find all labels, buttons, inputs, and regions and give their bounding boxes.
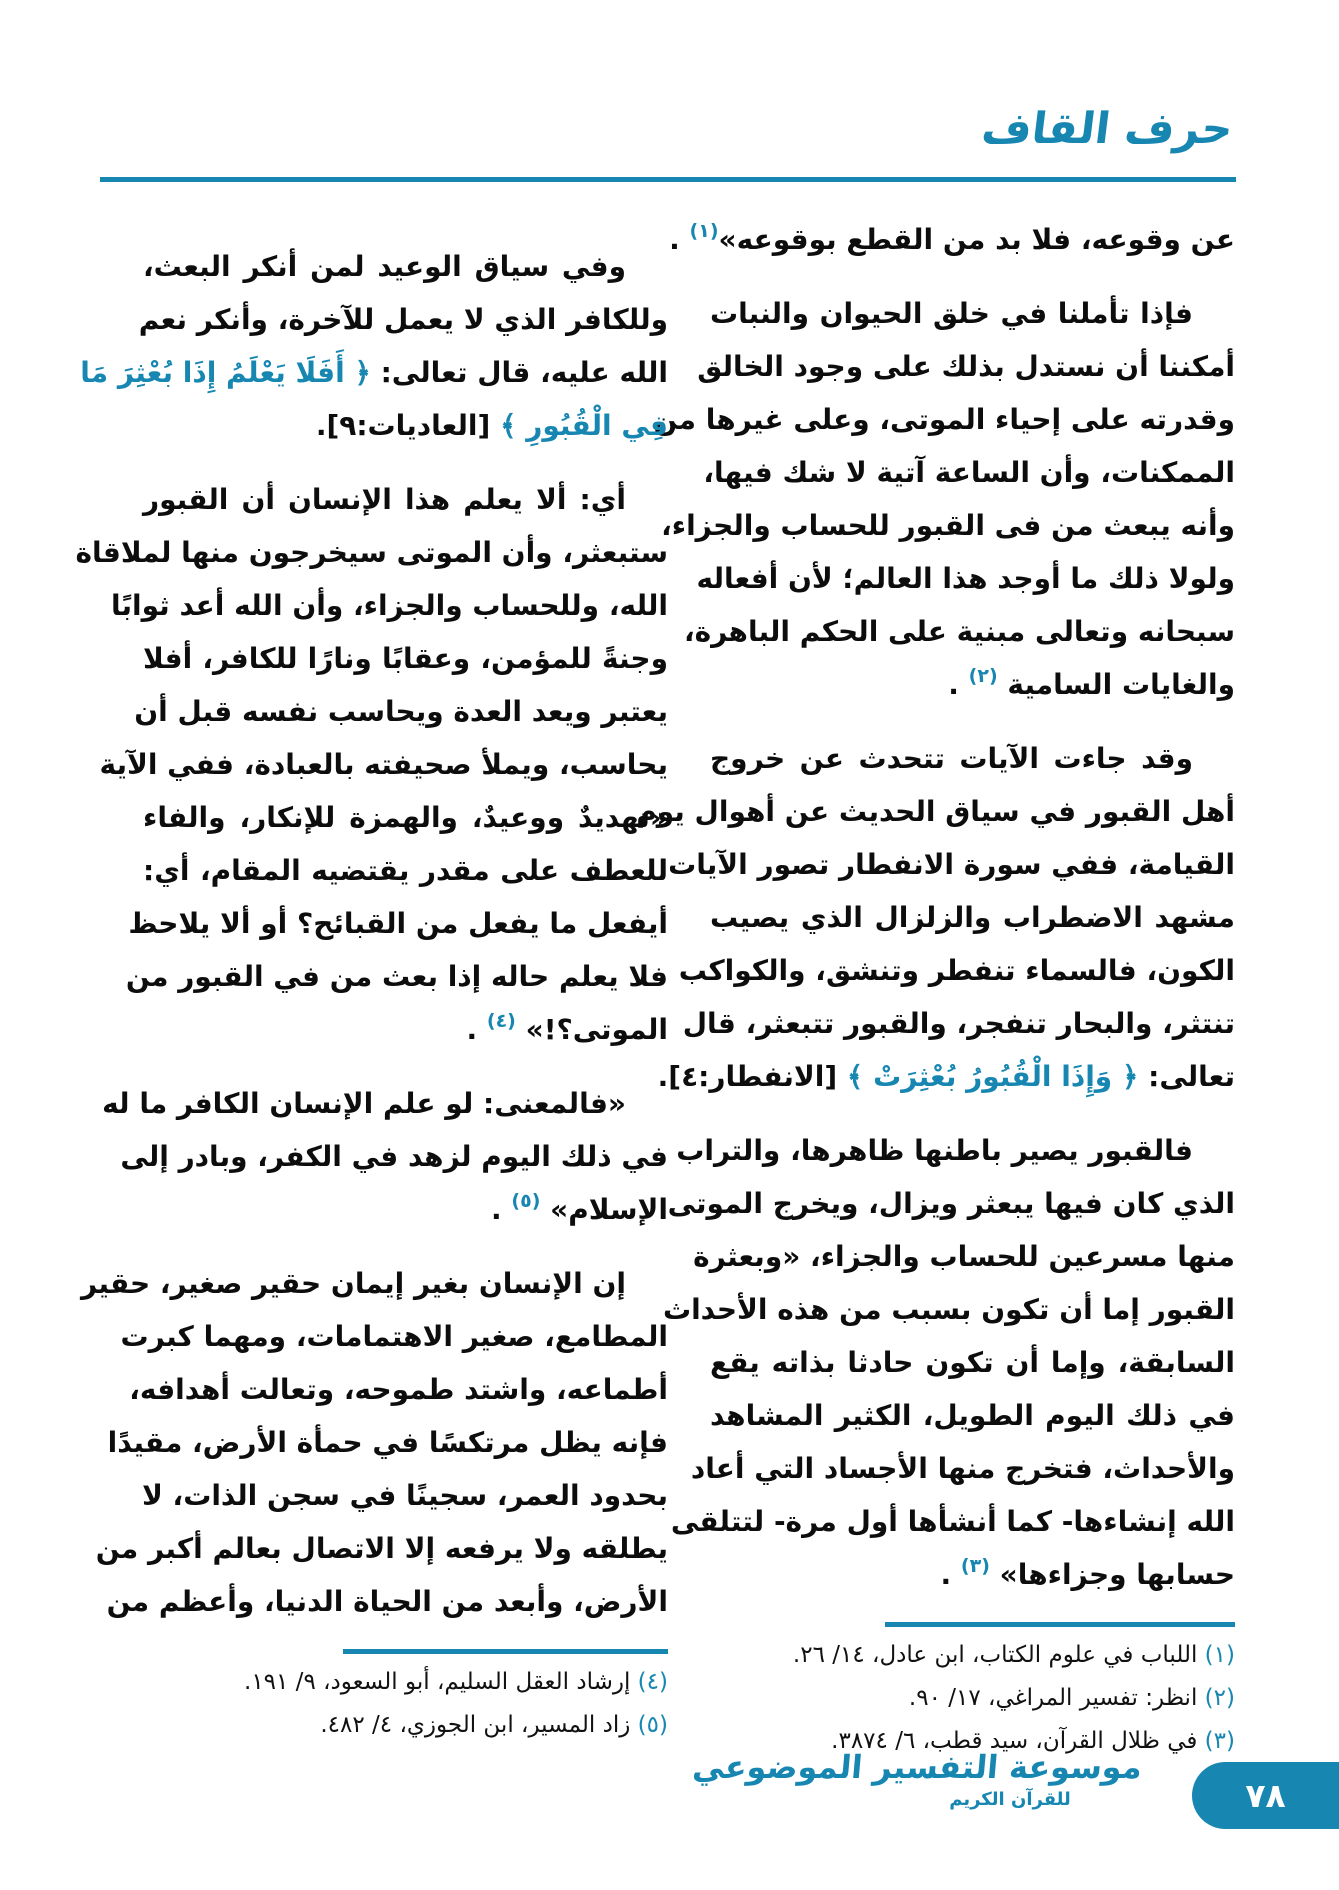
text-line (99, 738, 668, 791)
text-line (690, 1442, 1235, 1495)
page-number-badge (1192, 1762, 1339, 1829)
body-text: في ذلك اليوم لزهد في الكفر، وبادر إلى (120, 1140, 668, 1173)
text-line (661, 499, 1235, 552)
footnote-ref: (٥) (511, 1190, 541, 1212)
body-text: [الانفطار:٤]. (657, 1060, 847, 1093)
body-text: الكون، فالسماء تنفطر وتنشق، والكواكب (678, 954, 1235, 987)
footnote-number: (٥) (637, 1712, 668, 1738)
footnote-list (143, 1661, 668, 1747)
text-line (710, 732, 1235, 785)
body-text: زاد المسير، ابن الجوزي، ٤/ ٤٨٢. (320, 1712, 638, 1738)
body-text: يطلقه ولا يرفعه إلا الاتصال بعالم أكبر من (95, 1532, 668, 1565)
footnote-number: (٤) (637, 1669, 668, 1695)
text-line (120, 1310, 668, 1363)
body-text: أمكننا أن نستدل بذلك على وجود الخالق (697, 350, 1235, 383)
paragraph (80, 240, 668, 452)
text-line (653, 393, 1235, 446)
body-text: فالقبور يصير باطنها ظاهرها، والتراب (676, 1134, 1193, 1167)
text-line (80, 1257, 668, 1310)
header-rule (100, 177, 1236, 182)
text-line (128, 897, 668, 950)
footnote-ref: (٤) (486, 1010, 516, 1032)
body-text: انظر: تفسير المراغي، ١٧/ ٩٠. (908, 1685, 1205, 1711)
quran-verse: ﴿ أَفَلَا يَعْلَمُ إِذَا بُعْثِرَ مَا (80, 356, 371, 389)
paragraph (80, 1257, 668, 1628)
body-text: تنتثر، والبحار تنفجر، والقبور تتبعثر، قال (682, 1007, 1235, 1040)
text-line (125, 950, 668, 1003)
publisher-logo-sub: للقرآن الكريم (949, 1789, 1071, 1810)
body-text: «فالمعنى: لو علم الإنسان الكافر ما له (102, 1087, 626, 1120)
paragraph (669, 213, 1235, 266)
body-text: فإنه يظل مرتكسًا في حمأة الأرض، مقيدًا (107, 1426, 668, 1459)
body-text: للعطف على مقدر يقتضيه المقام، أي: (143, 854, 668, 887)
body-text: والغايات السامية (997, 668, 1235, 701)
body-text: والأحداث، فتخرج منها الأجساد التي أعاد (690, 1452, 1235, 1485)
body-text: المطامع، صغير الاهتمامات، ومهما كبرت (120, 1320, 668, 1353)
footnote-separator (343, 1649, 668, 1654)
body-text: اللباب في علوم الكتاب، ابن عادل، ١٤/ ٢٦. (792, 1642, 1205, 1668)
body-text: . (940, 1558, 961, 1591)
text-line (102, 1077, 668, 1130)
text-line (143, 632, 668, 685)
body-text: الموتى؟!» (515, 1013, 668, 1046)
body-text: «تهديدٌ ووعيدٌ، والهمزة للإنكار، والفاء (143, 801, 668, 834)
body-text: تعالى: (1138, 1060, 1235, 1093)
footnote-item (710, 1634, 1235, 1677)
footnote-ref: (٢) (968, 665, 998, 687)
column-right (636, 213, 1235, 1763)
body-text: يحاسب، ويملأ صحيفته بالعبادة، ففي الآية (99, 748, 668, 781)
body-text: السابقة، وإما أن تكون حادثا بذاته يقع (710, 1346, 1235, 1379)
footnote-item (143, 1661, 668, 1704)
text-line (129, 1363, 668, 1416)
text-line (636, 785, 1235, 838)
text-line (143, 240, 668, 293)
text-line (75, 526, 668, 579)
footnote-item (143, 1704, 668, 1747)
body-text: . (466, 1013, 487, 1046)
text-line (703, 446, 1235, 499)
text-line (143, 844, 668, 897)
publisher-logo (691, 1748, 1144, 1810)
text-line (143, 1183, 668, 1236)
body-text: . (669, 223, 690, 256)
footnote-item (710, 1677, 1235, 1720)
text-line (143, 473, 668, 526)
body-text: . (948, 668, 969, 701)
page-number: ٧٨ (1245, 1776, 1286, 1815)
body-text: وقدرته على إحياء الموتى، وعلى غيرها من (653, 403, 1235, 436)
text-line (143, 1003, 668, 1056)
chapter-heading: حرف القاف (979, 104, 1237, 154)
quran-verse: فِي الْقُبُورِ ﴾ (500, 409, 668, 442)
body-text: القيامة، ففي سورة الانفطار تصور الآيات (668, 848, 1235, 881)
text-line (682, 997, 1235, 1050)
body-text: الله عليه، قال تعالى: (370, 356, 668, 389)
text-line (669, 213, 1235, 266)
text-line (143, 399, 668, 452)
body-text: الإسلام» (540, 1193, 668, 1226)
footnote-number: (١) (1204, 1642, 1235, 1668)
body-text: أي: ألا يعلم هذا الإنسان أن القبور (143, 483, 626, 516)
text-line (120, 1130, 668, 1183)
text-line (143, 791, 668, 844)
text-line (710, 1389, 1235, 1442)
text-line (95, 1522, 668, 1575)
text-line (138, 293, 668, 346)
body-text: في ظلال القرآن، سيد قطب، ٦/ ٣٨٧٤. (831, 1728, 1205, 1754)
paragraph (653, 287, 1235, 711)
body-text: الله، وللحساب والجزاء، وأن الله أعد ثوابًا (111, 589, 668, 622)
paragraph (102, 1077, 668, 1236)
quran-verse: ﴿ وَإِذَا الْقُبُورُ بُعْثِرَتْ ﴾ (846, 1060, 1139, 1093)
text-line (710, 1548, 1235, 1601)
body-text: الممكنات، وأن الساعة آتية لا شك فيها، (703, 456, 1235, 489)
body-text: أيفعل ما يفعل من القبائح؟ أو ألا يلاحظ (128, 907, 668, 940)
body-text: الذي كان فيها يبعثر ويزال، ويخرج الموتى (667, 1187, 1235, 1220)
body-text: وللكافر الذي لا يعمل للآخرة، وأنكر نعم (138, 303, 668, 336)
text-line (662, 1283, 1235, 1336)
text-line (693, 1230, 1235, 1283)
text-line (657, 1050, 1235, 1103)
body-text: وفي سياق الوعيد لمن أنكر البعث، (143, 250, 626, 283)
column-left (75, 240, 668, 1747)
body-text: إرشاد العقل السليم، أبو السعود، ٩/ ١٩١. (244, 1669, 638, 1695)
footnote-number: (٢) (1204, 1685, 1235, 1711)
text-line (134, 685, 668, 738)
text-line (107, 1416, 668, 1469)
body-text: الله إنشاءها- كما أنشأها أول مرة- لتتلقى (670, 1505, 1235, 1538)
body-text: وجنةً للمؤمن، وعقابًا ونارًا للكافر، أفلا (143, 642, 668, 675)
body-text: أطماعه، واشتد طموحه، وتعالت أهدافه، (129, 1373, 668, 1406)
text-line (697, 340, 1235, 393)
text-line (710, 1336, 1235, 1389)
text-line (710, 891, 1235, 944)
body-text: فإذا تأملنا في خلق الحيوان والنبات (710, 297, 1193, 330)
text-line (710, 658, 1235, 711)
body-text: وأنه يبعث من فى القبور للحساب والجزاء، (661, 509, 1235, 542)
footnote-separator (885, 1622, 1235, 1627)
footnote-list (710, 1634, 1235, 1763)
paragraph (636, 732, 1235, 1103)
paragraph (75, 473, 668, 1056)
text-line (676, 1124, 1235, 1177)
text-line (667, 1177, 1235, 1230)
body-text: الأرض، وأبعد من الحياة الدنيا، وأعظم من (106, 1585, 668, 1618)
text-line (111, 579, 668, 632)
body-text: حسابها وجزاءها» (989, 1558, 1235, 1591)
text-line (678, 944, 1235, 997)
body-text: إن الإنسان بغير إيمان حقير صغير، حقير (80, 1267, 626, 1300)
text-line (696, 552, 1235, 605)
text-line (106, 1575, 668, 1628)
text-line (143, 1469, 668, 1522)
footnote-number: (٣) (1204, 1728, 1235, 1754)
body-text: [العاديات:٩]. (315, 409, 501, 442)
body-text: في ذلك اليوم الطويل، الكثير المشاهد (710, 1399, 1235, 1432)
body-text: القبور إما أن تكون بسبب من هذه الأحداث (662, 1293, 1235, 1326)
body-text: ستبعثر، وأن الموتى سيخرجون منها لملاقاة (75, 536, 668, 569)
publisher-logo-main: موسوعة التفسير الموضوعي (691, 1748, 1144, 1786)
footnote-ref: (١) (689, 220, 719, 242)
text-line (683, 605, 1235, 658)
body-text: يعتبر ويعد العدة ويحاسب نفسه قبل أن (134, 695, 668, 728)
body-text: مشهد الاضطراب والزلزال الذي يصيب (710, 901, 1235, 934)
body-text: عن وقوعه، فلا بد من القطع بوقوعه» (718, 223, 1235, 256)
paragraph (662, 1124, 1235, 1601)
footnote-ref: (٣) (960, 1555, 990, 1577)
body-text: وقد جاءت الآيات تتحدث عن خروج (710, 742, 1193, 775)
text-line (710, 287, 1235, 340)
body-text: سبحانه وتعالى مبنية على الحكم الباهرة، (683, 615, 1235, 648)
body-text: ولولا ذلك ما أوجد هذا العالم؛ لأن أفعاله (696, 562, 1235, 595)
body-text: بحدود العمر، سجينًا في سجن الذات، لا (141, 1479, 668, 1512)
text-line (668, 838, 1235, 891)
text-line (80, 346, 668, 399)
body-text: فلا يعلم حاله إذا بعث من في القبور من (125, 960, 668, 993)
body-text: . (491, 1193, 512, 1226)
text-line (670, 1495, 1235, 1548)
body-text: أهل القبور في سياق الحديث عن أهوال يوم (636, 795, 1235, 828)
body-text: منها مسرعين للحساب والجزاء، «وبعثرة (693, 1240, 1235, 1273)
